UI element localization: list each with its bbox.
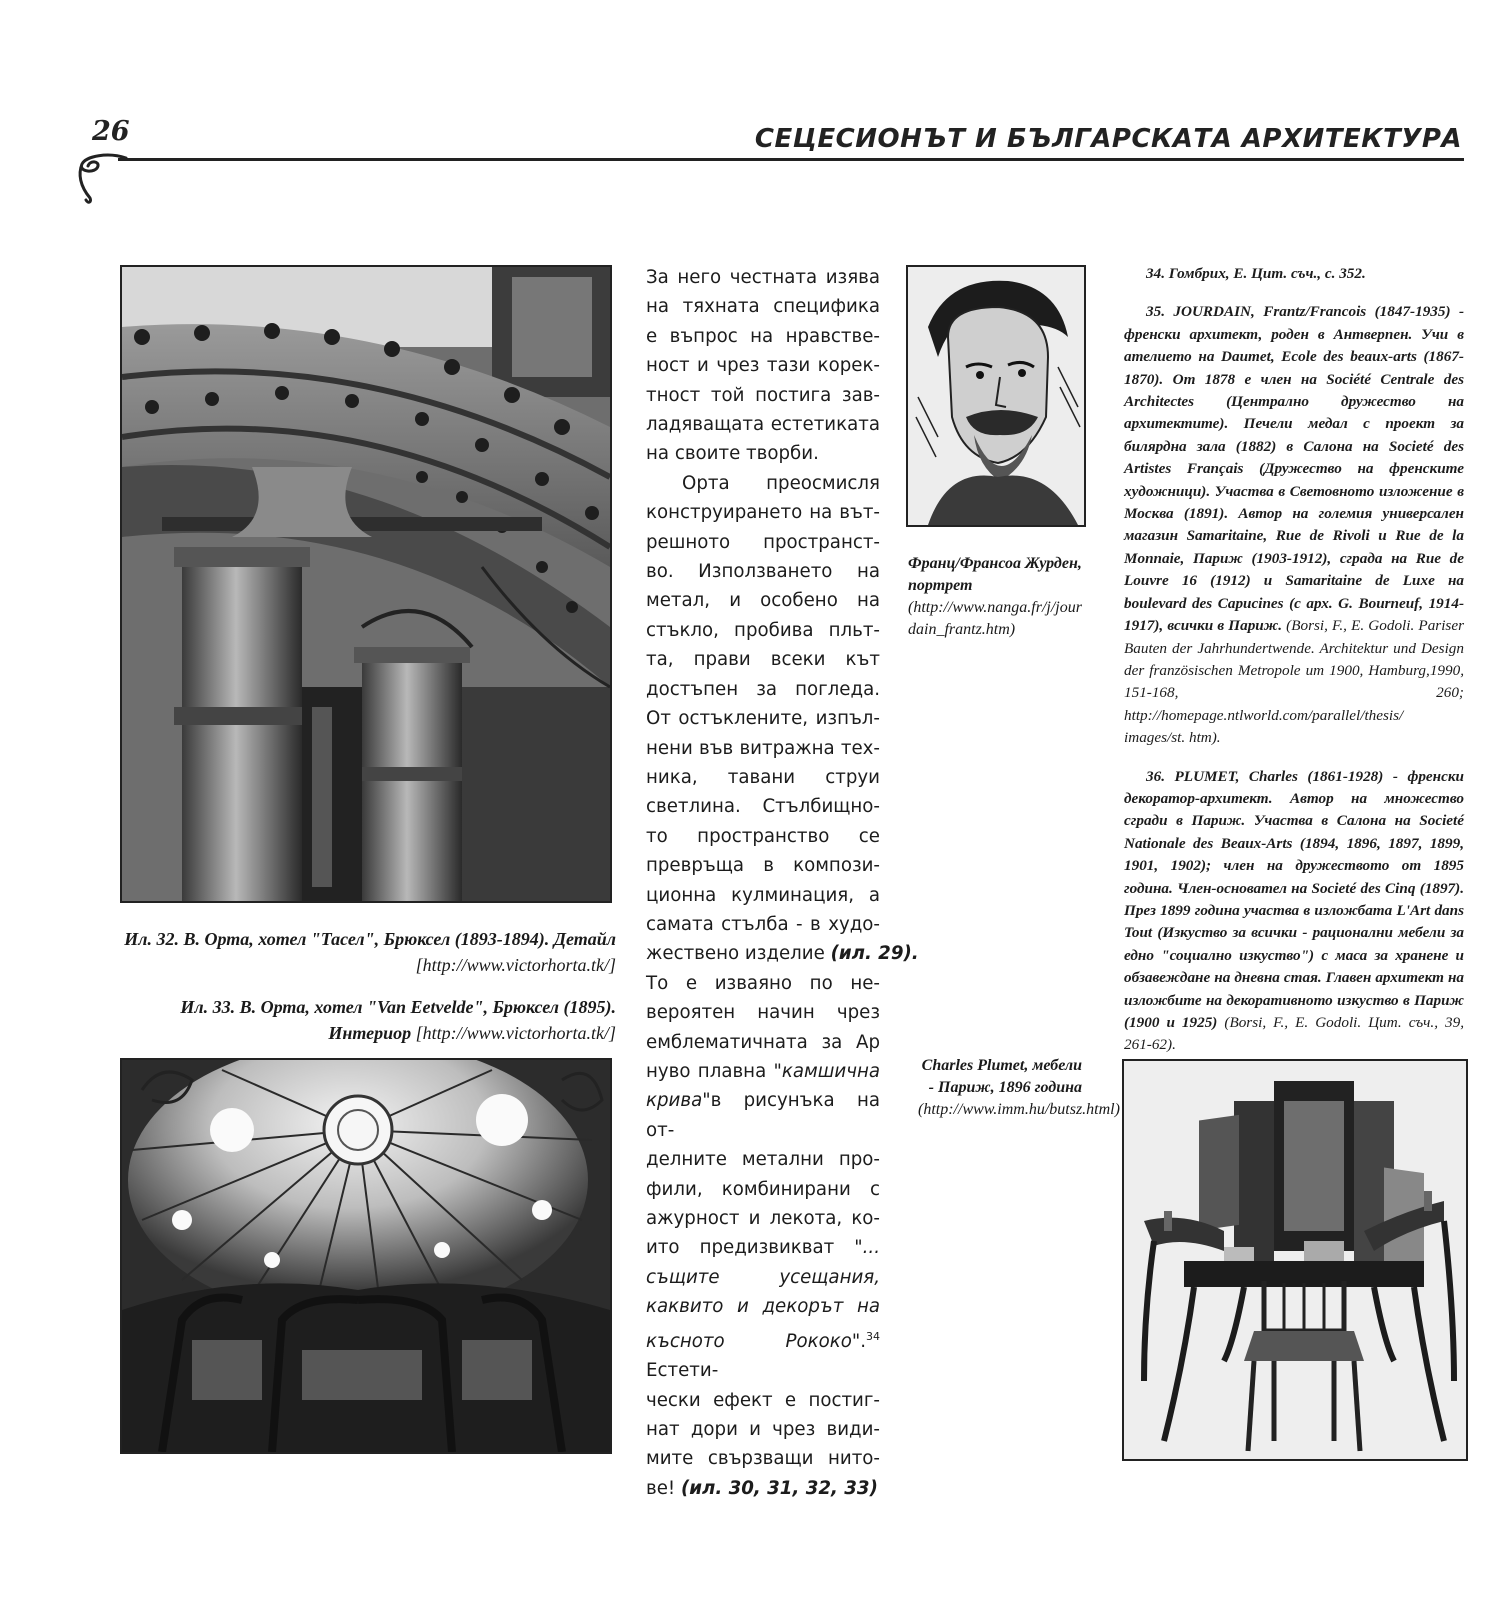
footnote-36-source: (Borsi, F., E. Godoli. Цит. съч., 39, 261-62). <box>1124 1014 1465 1054</box>
body-line: метал, и особено на <box>646 590 880 612</box>
caption-portrait-link: (http://www.nanga.fr/j/jourdain_frantz.htm) <box>908 599 1082 638</box>
body-line: жествено изделие (ил. 29). <box>646 943 919 965</box>
body-line: ност и чрез тази корек- <box>646 355 880 377</box>
body-fragment: в рисунъка на от- <box>646 1090 880 1141</box>
caption-portrait <box>908 553 1088 641</box>
body-line: мите свързващи нито- <box>646 1448 880 1470</box>
body-line: тност той постига зав- <box>646 384 880 406</box>
reference-il30-33: (ил. 30, 31, 32, 33) <box>680 1477 878 1499</box>
body-line: то пространство се <box>646 825 880 847</box>
caption-il33 <box>118 994 616 1046</box>
footnote-35-source: (Borsi, F., E. Godoli. Pariser Bauten der Jahrhundertwende. Architektur und Design der französischen Metropole um 1900, Hamburg,1990, 151-168, 260; http://homepage.ntlworld.com/parallel/thesis/ images/st. htm). <box>1124 617 1464 747</box>
caption-plumet <box>918 1055 1120 1121</box>
footnotes-column <box>1124 263 1464 1073</box>
footnote-34: 34. Гомбрих, Е. Цит. съч., с. 352. <box>1146 265 1366 282</box>
body-line: делните метални про- <box>646 1149 880 1171</box>
body-paragraph-2 <box>646 469 919 1503</box>
body-line: фили, комбинирани с <box>646 1178 880 1200</box>
running-title: СЕЦЕСИОНЪТ И БЪЛГАРСКАТА АРХИТЕКТУРА <box>754 124 1462 154</box>
body-line: ито предизвикват "... същите усещания, каквито и декорът на късното Рококо".$^{34}$ Естети- <box>646 1237 880 1382</box>
body-line: ционна кулминация, а <box>646 884 880 906</box>
page-number: 26 <box>92 116 130 147</box>
body-line: светлина. Стълбищно- <box>646 796 880 818</box>
caption-il32-link: [http://www.victorhorta.tk/] <box>415 955 616 975</box>
caption-plumet-link: (http://www.imm.hu/butsz.html) <box>918 1101 1120 1118</box>
body-line: нат дори и чрез види- <box>646 1418 880 1440</box>
footnote-36 <box>1124 766 1464 1057</box>
body-line: на своите творби. <box>646 443 819 465</box>
body-line: достъпен за погледа. <box>646 678 880 700</box>
body-line: За него честната изява <box>646 267 880 288</box>
reference-il29: (ил. 29). <box>830 943 919 965</box>
footnote-35 <box>1124 301 1464 749</box>
footnote-ref-34: 34 <box>866 1329 880 1343</box>
body-line: е въпрос на нравстве- <box>646 325 880 347</box>
body-line: вероятен начин чрез <box>646 1002 880 1024</box>
caption-il33-link: [http://www.victorhorta.tk/] <box>411 1023 616 1043</box>
quote-end: ". <box>851 1330 866 1352</box>
body-line: ладяващата естетиката <box>646 414 880 436</box>
ornament-swirl-icon <box>68 150 128 211</box>
photo-plumet-furniture <box>1122 1059 1468 1461</box>
body-line: конструирането на вът- <box>646 502 880 524</box>
body-line: ажурност и лекота, ко- <box>646 1208 880 1229</box>
body-line: та, прави всеки кът <box>646 649 880 671</box>
header-rule <box>118 158 1464 161</box>
italic-term-curve: "камшична крива" <box>646 1060 880 1112</box>
body-line: От остъклените, изпъл- <box>646 708 880 730</box>
body-line: емблематичната за Ар <box>646 1031 880 1053</box>
body-line: нуво плавна "камшична крива"в рисунъка на от- <box>646 1060 880 1141</box>
body-line: во. Използването на <box>646 561 880 583</box>
caption-il33-title: Ил. 33. В. Орта, хотел "Van Eetvelde", Брюксел (1895). Интериор <box>180 997 616 1043</box>
body-line: Орта преосмисля <box>682 472 880 494</box>
body-line: превръща в компози- <box>646 855 880 877</box>
photo-hotel-tassel-columns <box>120 265 612 903</box>
body-line: на тяхната специфика <box>646 296 880 318</box>
photo-van-eetvelde-dome <box>120 1058 612 1454</box>
footnote-36-text: 36. PLUMET, Charles (1861-1928) - френски декоратор-архитект. Автор на множество сгради в Париж. Участва в Салона на Societé Nationale des Beaux-Arts (1894, 1896, 1897, 1899, 1901, 1902); член на дружеството от 1895 година. Член-основател на Societé des Cinq (1897). През 1899 година участва в изложбата L'Art dans Tout (Изкуство за всички - рационални мебели за едно "социално изкуство") с маса за хранене и обзавеждане на дневна стая. Главен архитект на изложбите на декоративното изкуство в Париж (1900 и 1925) <box>1124 767 1464 1031</box>
body-line: чески ефект е постиг- <box>646 1389 880 1411</box>
caption-plumet-name: Charles Plumet, мебели - Париж, 1896 година <box>921 1057 1082 1096</box>
caption-il32 <box>118 926 616 978</box>
quote-rococo: ... същите усещания, каквито и декорът на късното Рококо <box>646 1237 880 1352</box>
body-line: решното пространст- <box>646 531 880 553</box>
body-line: То е изваяно по не- <box>646 972 880 994</box>
body-line: ника, тавани струи <box>646 766 880 788</box>
caption-il32-title: Ил. 32. В. Орта, хотел "Тасел", Брюксел (1893-1894). Детайл <box>124 929 616 949</box>
body-fragment: Естети- <box>646 1360 719 1382</box>
photo-jourdain-portrait <box>906 265 1086 527</box>
body-line: нени във витражна тех- <box>646 737 880 759</box>
body-line: стъкло, пробива пльт- <box>646 619 880 641</box>
footnote-35-text: 35. JOURDAIN, Frantz/Francois (1847-1935) - френски архитект, роден в Антверпен. Учи в ателиeто на Daumet, Ecole des beaux-arts (1867-1870). От 1878 е член на Société Centrale des Architectes (Централно дружество на архитектите). Печели медал с проект за билярдна зала (1882) в Салона на Societé des Artistes Français (Дружество на френските художници). Участва в Световното изложение в Москва (1891). Автор на големия универсален магазин Samaritaine, Rue de Rivoli и Rue de la Monnaie, Париж (1903-1912), сграда на Rue de Louvre 16 (1912) и Samaritaine de Luxe на boulevard des Capucines (с арх. G. Bourneuf, 1914-1917), всички в Париж. <box>1124 303 1464 635</box>
body-line: ве! (ил. 30, 31, 32, 33) <box>646 1477 878 1499</box>
body-line: самата стълба - в худо- <box>646 913 880 935</box>
body-paragraph-1 <box>646 263 880 469</box>
caption-portrait-name: Франц/Франсоа Журден, портрет <box>908 555 1082 594</box>
body-text-column <box>646 263 919 1503</box>
